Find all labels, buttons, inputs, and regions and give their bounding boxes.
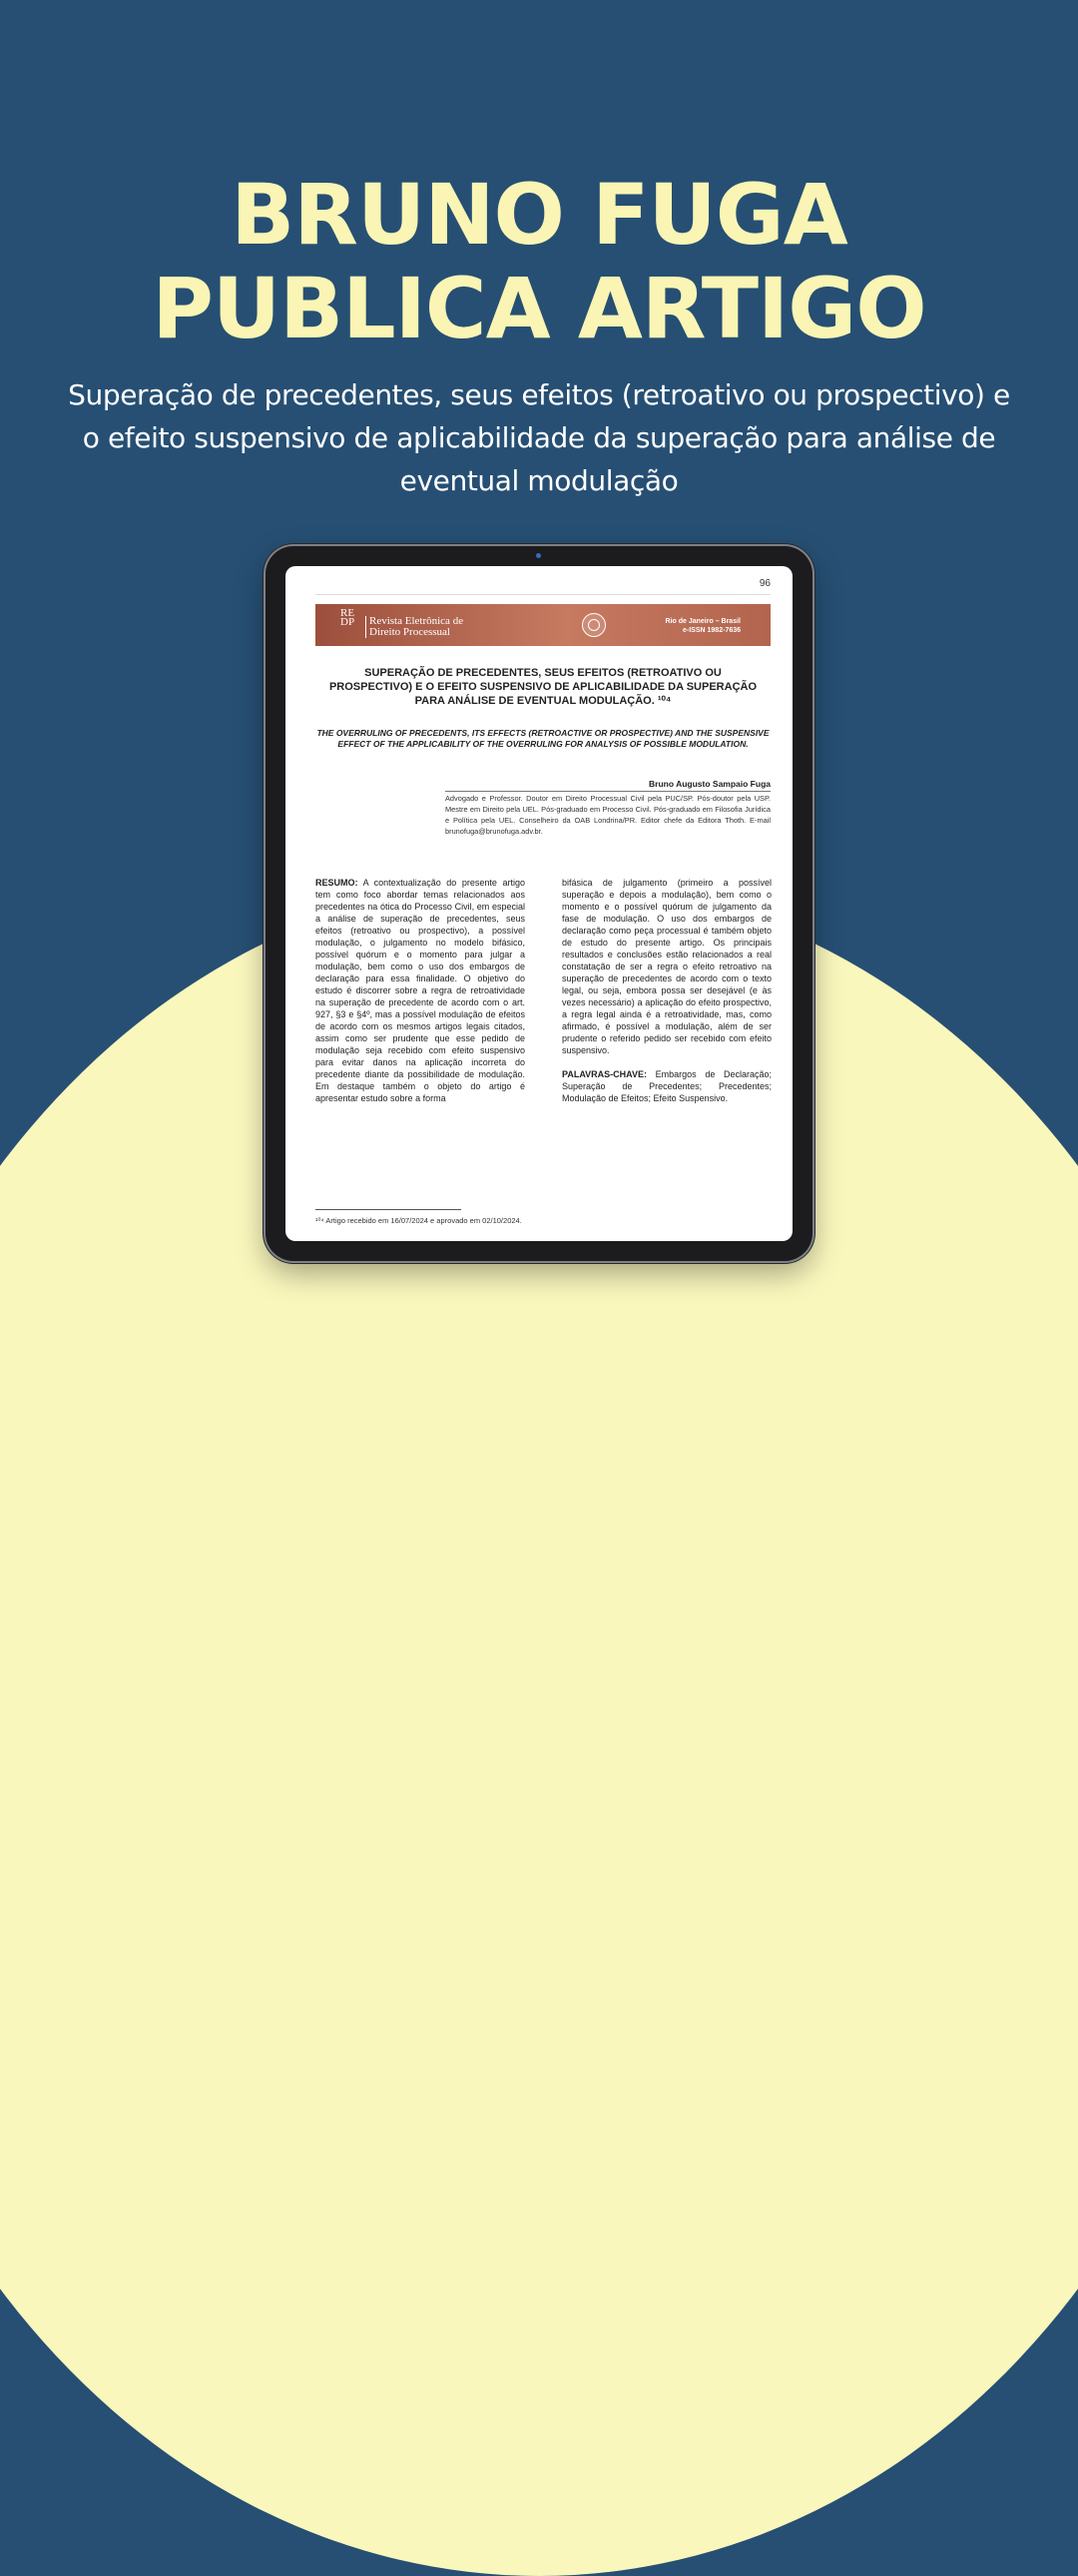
abstract-label: RESUMO: xyxy=(315,878,358,888)
tablet-screen xyxy=(285,566,793,1241)
journal-name xyxy=(365,616,463,638)
author-name: Bruno Augusto Sampaio Fuga xyxy=(649,779,771,789)
journal-location-block xyxy=(635,617,741,635)
journal-logo-mark xyxy=(340,609,366,627)
author-bio: Advogado e Professor. Doutor em Direito Processual Civil pela PUC/SP. Pós-doutor pela USP. Mestre em Direito pela UEL. Pós-graduado em Processo Civil. Pós-graduado em Filosofia Jurídica e Política pela UEL. Conselheiro da OAB Londrina/PR. Editor chefe da Editora Thoth. E-mail brunofuga@brunofuga.adv.br. xyxy=(445,794,771,836)
tablet-device xyxy=(266,546,812,1261)
footnote-divider xyxy=(315,1209,461,1210)
keywords-label: PALAVRAS-CHAVE: xyxy=(562,1069,647,1079)
journal-location: Rio de Janeiro – Brasil xyxy=(665,618,741,625)
journal-logo-mark-top: RE xyxy=(340,607,355,619)
subtitle: Superação de precedentes, seus efeitos (retroativo ou prospectivo) e o efeito suspensivo de aplicabilidade da superação para análise de eventual modulação xyxy=(68,378,1010,497)
journal-name-line-2: Direito Processual xyxy=(369,626,450,638)
abstract-left-column xyxy=(315,877,525,1104)
headline-line-2: PUBLICA ARTIGO xyxy=(152,260,926,357)
page-divider xyxy=(315,594,771,595)
article-title-english: THE OVERRULING OF PRECEDENTS, ITS EFFECTS (RETROACTIVE OR PROSPECTIVE) AND THE SUSPENSIVE EFFECT OF THE APPLICABILITY OF THE OVERRULING FOR ANALYSIS OF POSSIBLE MODULATION. xyxy=(316,728,770,749)
keywords-block xyxy=(562,1068,772,1104)
headline-line-1: BRUNO FUGA xyxy=(231,166,847,264)
journal-issn: e-ISSN 1982-7636 xyxy=(683,627,741,634)
article-title: SUPERAÇÃO DE PRECEDENTES, SEUS EFEITOS (RETROATIVO OU PROSPECTIVO) E O EFEITO SUSPENSIVO DE APLICABILIDADE DA SUPERAÇÃO PARA ANÁLISE DE EVENTUAL MODULAÇÃO. ¹⁰⁴ xyxy=(328,667,758,707)
seal-icon xyxy=(582,613,606,637)
abstract-right-column xyxy=(562,877,772,1104)
keywords-text: Embargos de Declaração; Superação de Precedentes; Precedentes; Modulação de Efeitos; Efeito Suspensivo. xyxy=(562,1069,772,1103)
journal-logo-mark-bottom: DP xyxy=(340,616,355,628)
author-divider xyxy=(445,791,771,792)
headline xyxy=(0,168,1078,355)
abstract-text-left: A contextualização do presente artigo tem como foco abordar temas relacionados aos precedentes na ótica do Processo Civil, em especial a análise de superação de precedentes, seus efeitos (retroativo ou prospectivo), a possível modulação, o julgamento no modelo bifásico, possível quórum e o momento para julgar a modulação, bem como o uso dos embargos de declaração para essa finalidade. O objetivo do estudo é discorrer sobre a regra de retroatividade na superação de precedente de acordo com o art. 927, §3 e §4º, mas a possível modulação de efeitos de acordo com os mesmos artigos legais citados, assim como ser prudente que esse pedido de modulação seja recebido com efeito suspensivo para evitar danos na aplicação incorreta do precedente diante da possibilidade de modulação. Em destaque também o objeto do artigo é apresentar estudo sobre a forma xyxy=(315,878,525,1103)
footnote: ¹⁰⁴ Artigo recebido em 16/07/2024 e aprovado em 02/10/2024. xyxy=(315,1216,522,1225)
abstract-text-right: bifásica de julgamento (primeiro a possível superação e depois a modulação), bem como o momento e o possível quórum de julgamento da fase de modulação. O uso dos embargos de declaração como peça processual é também objeto de estudo do presente artigo. Os principais resultados e conclusões estão relacionados a real constatação de ser a regra o efeito retroativo na superação de precedentes de acordo com o texto legal, ou seja, embora possa ser desejável (e às vezes necessário) a aplicação do efeito prospectivo, a regra legal ainda é a retroatividade, mas, como afirmado, é possível a modulação, além de ser prudente o referido pedido ser recebido com efeito suspensivo. xyxy=(562,878,772,1055)
camera-icon xyxy=(536,553,541,558)
page-number: 96 xyxy=(759,578,771,589)
journal-name-line-1: Revista Eletrônica de xyxy=(369,615,464,627)
